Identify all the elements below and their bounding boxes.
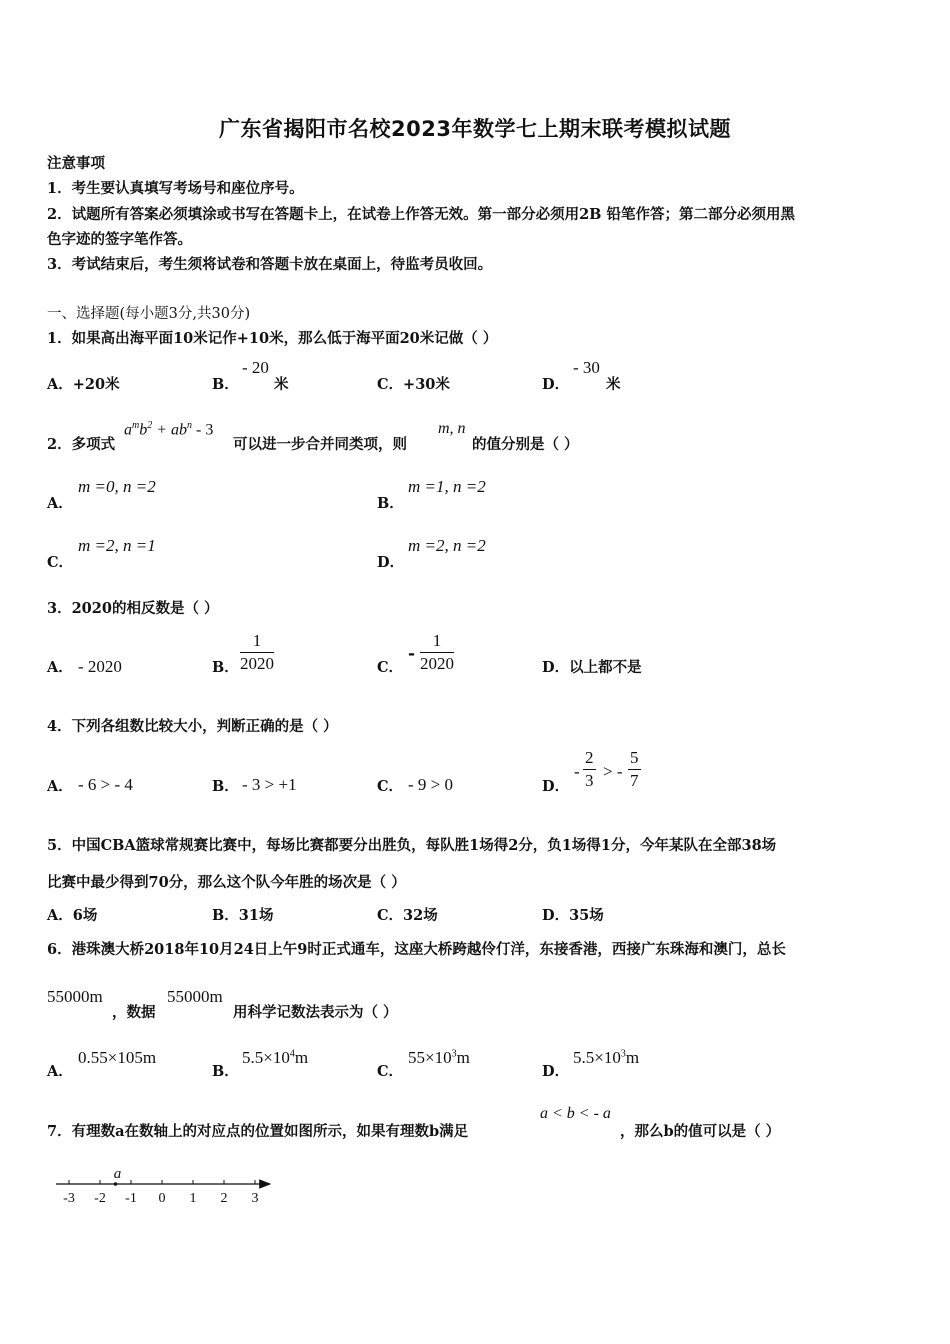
- q4-d-numerator-2: 5: [628, 747, 641, 770]
- q2-polynomial: $a^mb^2 + ab^n - 3$: [124, 420, 214, 439]
- q6-length-2: 55000m: [167, 987, 223, 1006]
- q2-mn: m, n: [438, 420, 466, 437]
- q4-d-numerator-1: 2: [583, 747, 596, 770]
- q3-b-numerator: 1: [240, 630, 274, 653]
- q6-length-1: 55000m: [47, 987, 103, 1006]
- q7-condition: a < b < - a: [540, 1105, 611, 1122]
- q3-option-b-label: B．: [212, 659, 239, 676]
- q4-option-d-sign: -: [574, 762, 580, 781]
- q4-d-denominator-1: 3: [585, 771, 594, 790]
- q4-d-denominator-2: 7: [630, 771, 639, 790]
- point-a-label: a: [113, 1166, 122, 1182]
- q5-stem-line2: 比赛中最少得到70分，那么这个队今年胜的场次是（ ）: [47, 874, 406, 891]
- q3-b-denominator: 2020: [240, 654, 274, 673]
- q3-option-c-fraction: [420, 630, 454, 675]
- q5-option-a: A．6场: [47, 907, 98, 924]
- q2-option-b-label: B．: [377, 495, 404, 512]
- q2-option-d: m =2, n =2: [408, 536, 486, 555]
- q4-option-a: - 6 > - 4: [78, 775, 133, 794]
- q1-option-c: C．+30米: [377, 376, 450, 393]
- q4-stem: 4．下列各组数比较大小，判断正确的是（ ）: [47, 718, 338, 735]
- q6-option-a-label: A．: [47, 1063, 73, 1080]
- q5-option-b: B．31场: [212, 907, 274, 924]
- q5-option-d: D．35场: [542, 907, 604, 924]
- q2-stem-mid: 可以进一步合并同类项，则: [233, 436, 407, 453]
- q6-option-c-label: C．: [377, 1063, 404, 1080]
- q3-option-c-sign: -: [408, 644, 416, 664]
- q7-stem-post: ，那么b的值可以是（ ）: [620, 1123, 781, 1140]
- q2-option-d-label: D．: [377, 554, 405, 571]
- q1-option-b: B．: [212, 376, 239, 393]
- q7-stem-pre: 7．有理数a在数轴上的对应点的位置如图所示，如果有理数b满足: [47, 1123, 469, 1140]
- number-line-tick-label: 2: [220, 1191, 228, 1206]
- q5-stem-line1: 5．中国CBA篮球常规赛比赛中，每场比赛都要分出胜负，每队胜1场得2分，负1场得1分，今年某队在全部38场: [47, 837, 777, 854]
- q4-option-c: - 9 > 0: [408, 775, 453, 794]
- q6-stem-mid: ，数据: [112, 1004, 156, 1021]
- q3-stem: 3．2020的相反数是（ ）: [47, 600, 219, 617]
- q2-stem-pre: 2．多项式: [47, 436, 116, 453]
- q4-option-d-fraction-1: [583, 747, 596, 792]
- section-heading: 一、选择题(每小题3分,共30分): [47, 306, 251, 322]
- notice-item-3: 3．考试结束后，考生须将试卷和答题卡放在桌面上，待监考员收回。: [47, 256, 493, 273]
- q2-option-a: m =0, n =2: [78, 477, 156, 496]
- number-line-tick-label: -1: [125, 1191, 137, 1206]
- notice-item-2-cont: 色字迹的签字笔作答。: [47, 231, 192, 248]
- q6-option-a: 0.55×105m: [78, 1048, 157, 1067]
- number-line-tick-label: 3: [251, 1191, 259, 1206]
- q4-option-d-op: > -: [603, 762, 623, 781]
- q6-stem-post: 用科学记数法表示为（ ）: [233, 1004, 398, 1021]
- q6-option-d-label: D．: [542, 1063, 570, 1080]
- number-line-tick-label: -2: [94, 1191, 106, 1206]
- q4-option-d-fraction-2: [628, 747, 641, 792]
- q4-option-b-label: B．: [212, 778, 239, 795]
- q6-stem-line1: 6．港珠澳大桥2018年10月24日上午9时正式通车，这座大桥跨越伶仃洋，东接香港，西接广东珠海和澳门，总长: [47, 941, 786, 958]
- notice-item-1: 1．考生要认真填写考场号和座位序号。: [47, 180, 304, 197]
- q4-option-c-label: C．: [377, 778, 404, 795]
- q2-option-c-label: C．: [47, 554, 74, 571]
- q1-option-b-unit: 米: [274, 376, 289, 393]
- q1-option-b-math: - 20: [242, 358, 269, 377]
- q4-option-a-label: A．: [47, 778, 73, 795]
- q3-option-a-label: A．: [47, 659, 73, 676]
- q1-option-d: D．: [542, 376, 570, 393]
- q3-option-d: D．以上都不是: [542, 659, 642, 676]
- q6-option-d: $5.5\times 10^3m$: [573, 1048, 640, 1067]
- q4-option-b: - 3 > +1: [242, 775, 297, 794]
- q1-stem: 1．如果高出海平面10米记作+10米，那么低于海平面20米记做（ ）: [47, 330, 498, 347]
- q3-c-denominator: 2020: [420, 654, 454, 673]
- q3-c-numerator: 1: [420, 630, 454, 653]
- number-line-tick-label: -3: [63, 1191, 75, 1206]
- q2-option-c: m =2, n =1: [78, 536, 156, 555]
- q4-option-d-label: D．: [542, 778, 570, 795]
- q2-stem-post: 的值分别是（ ）: [472, 436, 579, 453]
- q5-option-c: C．32场: [377, 907, 438, 924]
- q6-option-b-label: B．: [212, 1063, 239, 1080]
- q1-option-a: A．+20米: [47, 376, 120, 393]
- q2-option-a-label: A．: [47, 495, 73, 512]
- q3-option-b-fraction: [240, 630, 274, 675]
- q6-option-b: $5.5\times 10^4m$: [242, 1048, 309, 1067]
- number-line-ticks: [63, 1166, 258, 1206]
- q6-option-c: $55\times 10^3m$: [408, 1048, 470, 1067]
- q3-option-c-label: C．: [377, 659, 404, 676]
- point-a-marker: [114, 1182, 118, 1186]
- number-line-tick-label: 1: [189, 1191, 197, 1206]
- q3-option-a: - 2020: [78, 657, 122, 676]
- q1-option-d-math: - 30: [573, 358, 600, 377]
- q7-number-line: [50, 1160, 290, 1212]
- page-title: 广东省揭阳市名校2023年数学七上期末联考模拟试题: [219, 117, 731, 141]
- q2-option-b: m =1, n =2: [408, 477, 486, 496]
- notice-item-2: 2．试题所有答案必须填涂或书写在答题卡上，在试卷上作答无效。第一部分必须用2B 铅笔作答；第二部分必须用黑: [47, 206, 795, 223]
- notice-heading: 注意事项: [47, 155, 105, 172]
- q1-option-d-unit: 米: [606, 376, 621, 393]
- number-line-tick-label: 0: [158, 1191, 166, 1206]
